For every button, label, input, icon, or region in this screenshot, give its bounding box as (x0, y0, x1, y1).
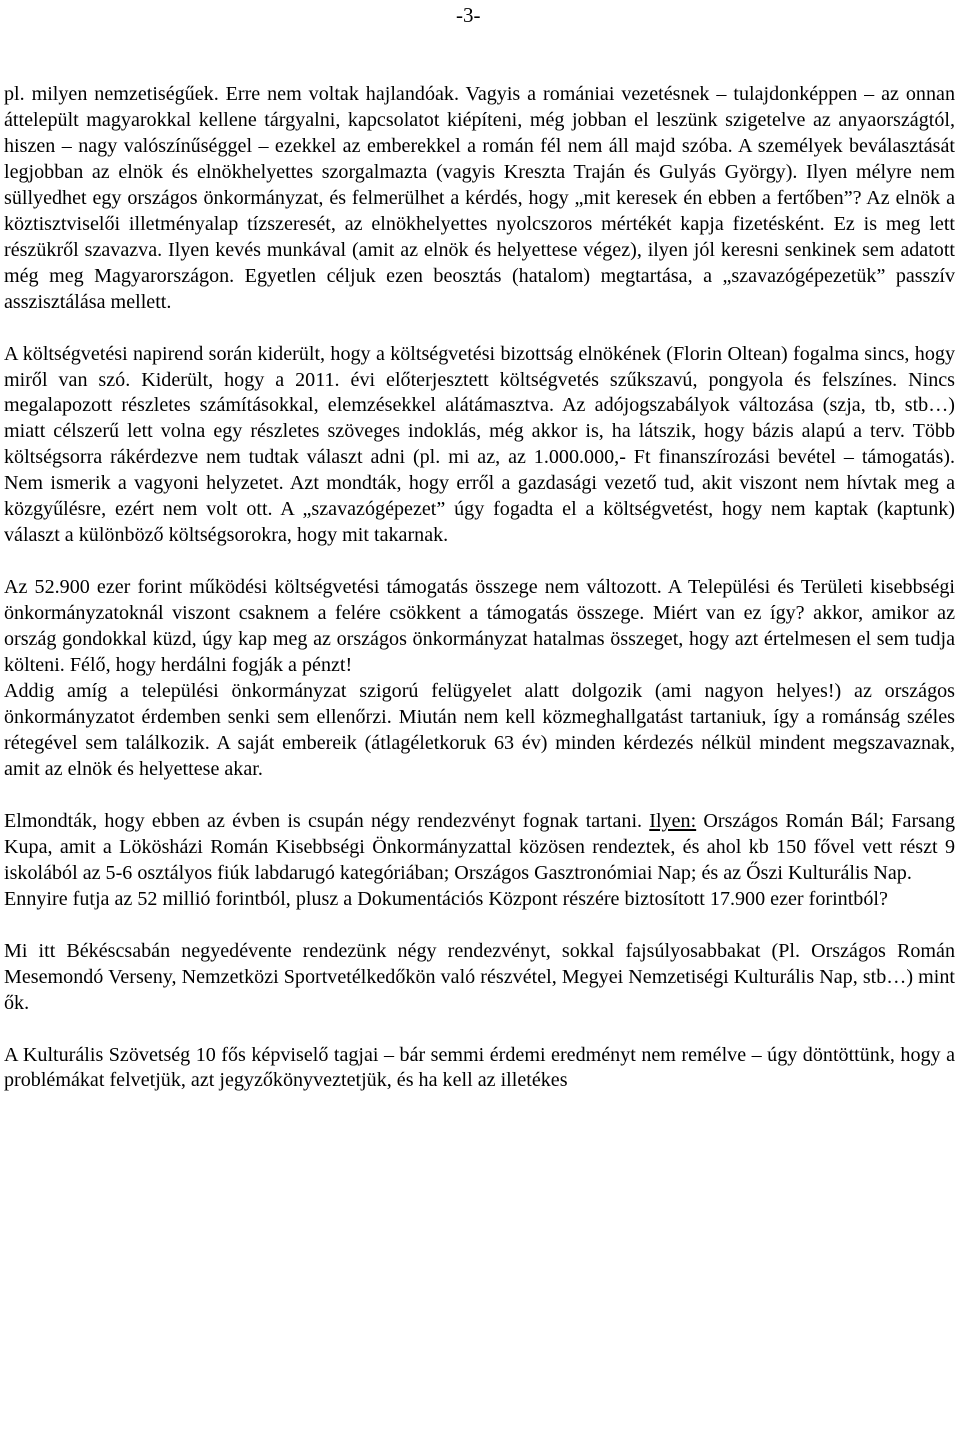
paragraph-6: Ennyire futja az 52 millió forintból, plusz a Dokumentációs Központ részére biztosított 17.900 ezer forintból? (4, 887, 888, 910)
paragraph-5-text-end: Országos Román Bál; Farsang Kupa, amit a Lökösházi Román Kisebbségi Önkormányzattal közösen rendeztek, és ahol kb 150 fővel vett részt 9 iskolából az 5-6 osztályos fiúk labdarugó kategóriában; Országos Gasztronómiai Nap; és az Őszi Kulturális Nap. (4, 809, 955, 884)
page-number: -3- (456, 3, 481, 27)
paragraph-4: Addig amíg a települési önkormányzat szigorú felügyelet alatt dolgozik (ami nagyon helyes!) az országos önkormányzatot érdemben senki sem ellenőrzi. Miután nem kell közmeghallgatást tartaniuk, így a románság széles rétegével sem találkozik. A saját embereik (átlagéletkoruk 63 év) minden kérdezés nélkül mindent megszavaznak, amit az elnök és helyettese akar. (4, 680, 955, 780)
document-body (4, 82, 955, 1094)
underlined-word: Ilyen: (649, 809, 697, 832)
paragraph-1: pl. milyen nemzetiségűek. Erre nem voltak hajlandóak. Vagyis a romániai vezetésnek – tulajdonképpen – az onnan áttelepült magyarokkal kellene tárgyalni, kapcsolatot kiépíteni, még jobban el leszünk szigetelve az anyaországtól, hiszen – nagy valószínűséggel – ezekkel az emberekkel a román fél nem áll majd szóba. A személyek beválasztását legjobban az elnök és elnökhelyettes szorgalmazta (vagyis Kreszta Traján és Gulyás György). Ilyen mélyre nem süllyedhet egy országos önkormányzat, és felmerülhet a kérdés, hogy „mit keresek én ebben a fertőben”? Az elnök a köztisztviselői illetményalap tízszeresét, az elnökhelyettes nyolcszoros mértékét kapja fizetésként. Ez is meg lett részükről szavazva. Ilyen kevés munkával (amit az elnök és helyettese végez), ilyen jól keresni senkinek sem adatott még meg Magyarországon. Egyetlen céljuk ezen beosztás (hatalom) megtartása, a „szavazógépezetük” passzív asszisztálása mellett. (4, 83, 955, 313)
paragraph-5-text-start: Elmondták, hogy ebben az évben is csupán négy rendezvényt fognak tartani. (4, 809, 650, 832)
paragraph-3: Az 52.900 ezer forint működési költségvetési támogatás összege nem változott. A Települési és Területi kisebbségi önkormányzatoknál viszont csaknem a felére csökkent a támogatás összege. Miért van ez így? akkor, amikor az ország gondokkal küzd, úgy kap meg az országos önkormányzat hatalmas összeget, hogy azt értelmesen el sem tudja költeni. Félő, hogy herdálni fogják a pénzt! (4, 576, 955, 677)
paragraph-5 (4, 809, 955, 887)
paragraph-7: Mi itt Békéscsabán negyedévente rendezünk négy rendezvényt, sokkal fajsúlyosabbakat (Pl. Országos Román Mesemondó Verseny, Nemzetközi Sportvetélkedőkön való részvétel, Megyei Nemzetiségi Kulturális Nap, stb…) mint ők. (4, 939, 955, 1014)
paragraph-8: A Kulturális Szövetség 10 fős képviselő tagjai – bár semmi érdemi eredményt nem remélve – úgy döntöttünk, hogy a problémákat felvetjük, azt jegyzőkönyveztetjük, és ha kell az illetékes (4, 1043, 955, 1092)
paragraph-2: A költségvetési napirend során kiderült, hogy a költségvetési bizottság elnökének (Florin Oltean) fogalma sincs, hogy miről van szó. Kiderült, hogy a 2011. évi előterjesztett költségvetés szűkszavú, pongyola és felszínes. Nincs megalapozott részletes számításokkal, elemzésekkel alátámasztva. Az adójogszabályok változása (szja, tb, stb…) miatt célszerű lett volna egy részletes szöveges indoklás, még akkor is, ha látszik, hogy bázis alapú a terv. Több költségsorra rákérdezve nem tudtak választ adni (pl. mi az, az 1.000.000,- Ft finanszírozási bevétel – támogatás). Nem ismerik a vagyoni helyzetet. Azt mondták, hogy erről a gazdasági vezető tud, akit viszont nem hívtak meg a közgyűlésre, ezért nem volt ott. A „szavazógépezet” úgy fogadta el a költségvetést, hogy nem kaptak (kaptunk) választ a különböző költségsorokra, hogy mit takarnak. (4, 342, 955, 547)
